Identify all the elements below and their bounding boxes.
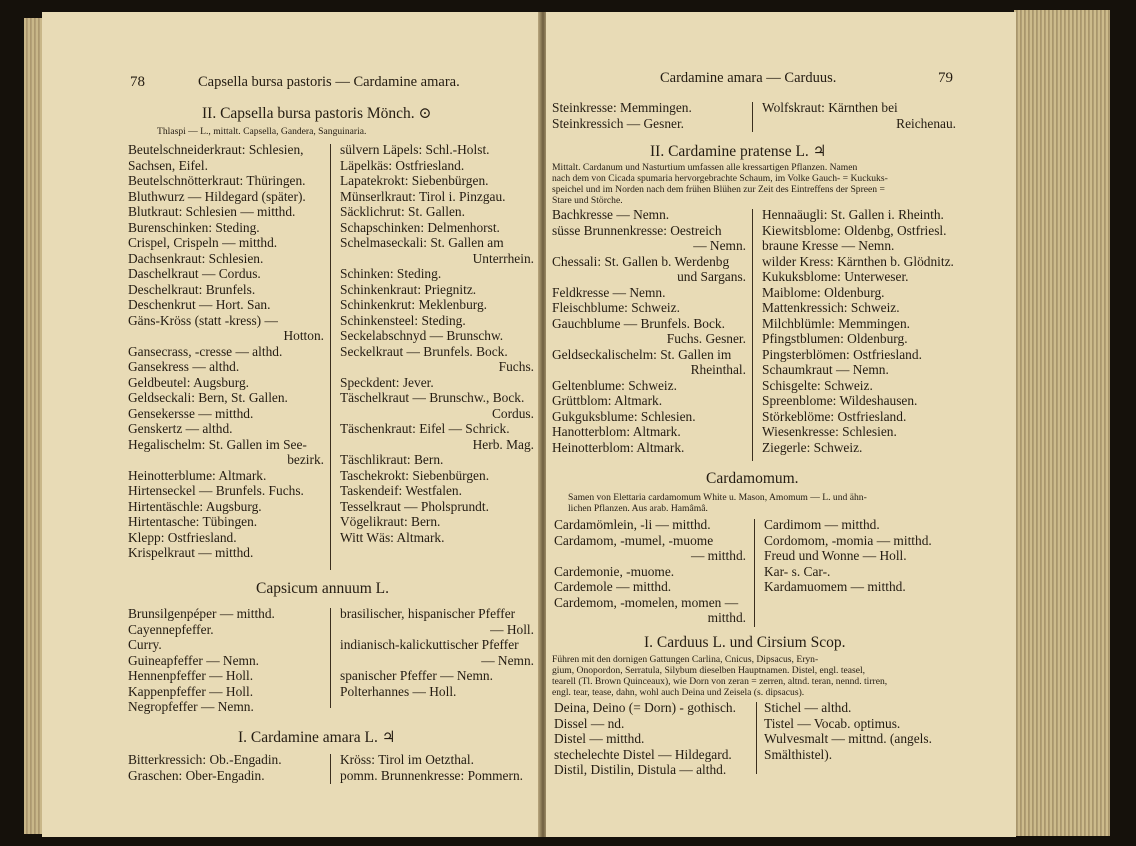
entry-line: Heinotterblom: Altmark. <box>552 439 685 455</box>
column-right <box>764 700 960 762</box>
entry-line: Daschelkraut — Cordus. <box>128 266 261 281</box>
right-page-edges <box>1014 10 1110 836</box>
left-page-edges <box>24 18 44 834</box>
entry-line: Herb. Mag. <box>472 436 534 452</box>
entry-line: Hirtentasche: Tübingen. <box>128 514 258 529</box>
entry-line: Schinken: Steding. <box>340 266 442 281</box>
entry-line: Klepp: Ostfriesland. <box>128 529 237 545</box>
entry-line: Lapatekrokt: Siebenbürgen. <box>340 173 489 188</box>
entry-line: Hirtenseckel — Brunfels. Fuchs. <box>128 483 304 498</box>
entry-line: Maiblome: Oldenburg. <box>762 284 885 300</box>
entry-line: Pingsterblömen: Ostfriesland. <box>762 346 922 362</box>
column-left <box>554 700 754 778</box>
entry-line: Cardimom — mitthd. <box>764 517 880 532</box>
note-line: gium, Onopordon, Serratula, Silybum dieselben Hauptnamen. Distel, engl. teasel, <box>552 665 866 676</box>
column-divider <box>330 754 331 784</box>
column-left <box>128 606 324 715</box>
entry-line: Fuchs. <box>498 359 534 374</box>
entry-line: Münserlkraut: Tirol i. Pinzgau. <box>340 188 506 204</box>
entry-line: Wolfskraut: Kärnthen bei <box>762 100 898 115</box>
entry-line: Hennenpfeffer — Holl. <box>128 668 254 683</box>
column-right <box>762 207 960 455</box>
entry-line: wilder Kress: Kärnthen b. Glödnitz. <box>762 253 954 269</box>
entry-line: Cardamömlein, -li — mitthd. <box>554 517 711 532</box>
entry-line: Heinotterblume: Altmark. <box>128 467 267 483</box>
entry-line: Grüttblom: Altmark. <box>552 393 663 408</box>
entry-line: Beutelschneiderkraut: Schlesien, <box>128 142 304 157</box>
entry-line: süsse Brunnenkresse: Oestreich <box>552 222 722 238</box>
note-line: Mittalt. Cardanum und Nasturtium umfassen alle kressartigen Pflanzen. Namen <box>552 162 858 173</box>
entry-line: indianisch-kalickuttischer Pfeffer <box>340 637 519 652</box>
section-note <box>552 654 960 698</box>
running-head: Cardamine amara — Carduus. <box>660 70 837 86</box>
entry-line: Kar- s. Car-. <box>764 563 831 579</box>
note-line: engl. tear, tease, dahn, wohl auch Deina und Zeisela (s. dipsacus). <box>552 687 805 698</box>
entry-line: Läpelkäs: Ostfriesland. <box>340 157 465 173</box>
entry-line: Schinkenkraut: Priegnitz. <box>340 281 477 297</box>
entry-line: Genskertz — althd. <box>128 421 233 436</box>
note-line: Samen von Elettaria cardamomum White u. Mason, Amomum — L. und ähn- <box>568 492 867 503</box>
running-head: Capsella bursa pastoris — Cardamine amara. <box>198 74 460 90</box>
entry-line: Stichel — althd. <box>764 700 852 715</box>
note-line: lichen Pflanzen. Aus arab. Hamâmâ. <box>568 503 708 514</box>
entry-line: Schapschinken: Delmenhorst. <box>340 219 500 235</box>
entry-line: Kröss: Tirol im Oetzthal. <box>340 752 474 767</box>
column-divider <box>330 144 331 570</box>
entry-line: Säcklichrut: St. Gallen. <box>340 204 465 219</box>
entry-line: spanischer Pfeffer — Nemn. <box>340 668 493 683</box>
entry-line: Bachkresse — Nemn. <box>552 207 670 222</box>
entry-line: Vögelikraut: Bern. <box>340 514 441 529</box>
entry-line: Störkeblöme: Ostfriesland. <box>762 408 907 424</box>
column-right <box>340 752 534 783</box>
entry-line: Distil, Distilin, Distula — althd. <box>554 762 727 777</box>
note-line: tearell (Tl. Brown Quinceaux), wie Dorn von zeran = zerren, altnd. teran, nennd. tirren, <box>552 676 888 687</box>
entry-line: Täschlikraut: Bern. <box>340 452 444 467</box>
entry-line: Hennaäugli: St. Gallen i. Rheinth. <box>762 207 944 222</box>
entry-line: — Nemn. <box>481 652 534 668</box>
entry-line: Schinkenkrut: Meklenburg. <box>340 297 488 312</box>
section-heading: Capsicum annuum L. <box>256 580 390 597</box>
section-note <box>552 162 958 206</box>
entry-line: Bitterkressich: Ob.-Engadin. <box>128 752 282 767</box>
entry-line: Wulvesmalt — mittnd. (angels. <box>764 731 932 746</box>
entry-line: Sachsen, Eifel. <box>128 157 208 173</box>
entry-line: Dachsenkraut: Schlesien. <box>128 250 264 266</box>
entry-line: Graschen: Ober-Engadin. <box>128 767 265 783</box>
column-left <box>128 142 324 561</box>
entry-line: — mitthd. <box>690 548 746 563</box>
entry-line: bezirk. <box>287 452 324 467</box>
entry-line: Fleischblume: Schweiz. <box>552 300 680 315</box>
column-right <box>340 142 534 545</box>
entry-line: Deina, Deino (= Dorn) - gothisch. <box>554 700 736 715</box>
entry-line: Burenschinken: Steding. <box>128 219 260 235</box>
entry-line: Unterrhein. <box>472 250 534 266</box>
section-note <box>568 492 968 514</box>
entry-line: Schisgelte: Schweiz. <box>762 377 873 393</box>
entry-line: Pfingstblumen: Oldenburg. <box>762 331 908 346</box>
entry-line: Gukguksblume: Schlesien. <box>552 408 696 424</box>
entry-line: Kukuksblome: Unterweser. <box>762 269 909 284</box>
entry-line: Kardamuomem — mitthd. <box>764 579 906 594</box>
column-divider <box>754 519 755 627</box>
entry-line: Hirtentäschle: Augsburg. <box>128 498 262 514</box>
entry-line: Spreenblome: Wildeshausen. <box>762 393 918 408</box>
section-heading: Cardamomum. <box>706 470 799 487</box>
entry-line: stechelechte Distel — Hildegard. <box>554 746 732 762</box>
note-line: speichel und im Norden nach dem frühen Blühen zur Zeit des Eintreffens der Spreen = <box>552 184 885 195</box>
entry-line: Cardemole — mitthd. <box>554 579 672 594</box>
entry-line: braune Kresse — Nemn. <box>762 238 895 253</box>
note-line: Führen mit den dornigen Gattungen Carlina, Cnicus, Dipsacus, Eryn- <box>552 654 819 665</box>
entry-line: Schelmaseckali: St. Gallen am <box>340 235 504 250</box>
entry-line: Polterhannes — Holl. <box>340 683 457 699</box>
entry-line: pomm. Brunnenkresse: Pommern. <box>340 767 523 783</box>
section-heading: II. Capsella bursa pastoris Mönch. ⊙ <box>202 105 432 122</box>
entry-line: sülvern Läpels: Schl.-Holst. <box>340 142 490 157</box>
entry-line: Hegalischelm: St. Gallen im See- <box>128 436 307 452</box>
section-heading: I. Cardamine amara L. ♃ <box>238 729 396 746</box>
entry-line: Feldkresse — Nemn. <box>552 284 666 300</box>
entry-line: Gauchblume — Brunfels. Bock. <box>552 315 725 331</box>
column-left <box>552 207 746 455</box>
entry-line: brasilischer, hispanischer Pfeffer <box>340 606 516 621</box>
entry-line: Speckdent: Jever. <box>340 374 434 390</box>
column-divider <box>752 209 753 461</box>
entry-line: Distel — mitthd. <box>554 731 645 746</box>
entry-line: Tistel — Vocab. optimus. <box>764 715 901 731</box>
column-right <box>762 100 956 131</box>
entry-line: Smälthistel). <box>764 746 833 762</box>
entry-line: Milchblümle: Memmingen. <box>762 315 911 331</box>
entry-line: Cardamom, -mumel, -muome <box>554 532 714 548</box>
entry-line: Steinkresse: Memmingen. <box>552 100 692 115</box>
entry-line: Fuchs. Gesner. <box>666 331 746 346</box>
entry-line: Schinkensteel: Steding. <box>340 312 466 328</box>
entry-line: Täschenkraut: Eifel — Schrick. <box>340 421 510 436</box>
entry-line: Seckelabschnyd — Brunschw. <box>340 328 504 343</box>
entry-line: Negropfeffer — Nemn. <box>128 699 254 714</box>
entry-line: Ziegerle: Schweiz. <box>762 439 863 455</box>
entry-line: Gansekress — althd. <box>128 359 240 374</box>
column-right <box>340 606 534 699</box>
entry-line: Geldbeutel: Augsburg. <box>128 374 249 390</box>
section-note: Thlaspi — L., mittalt. Capsella, Gandera, Sanguinaria. <box>157 126 367 137</box>
entry-line: Krispelkraut — mitthd. <box>128 545 254 560</box>
entry-line: Gensekersse — mitthd. <box>128 405 254 421</box>
entry-line: Brunsilgenpéper — mitthd. <box>128 606 275 621</box>
entry-line: Witt Wäs: Altmark. <box>340 529 445 545</box>
entry-line: Gäns-Kröss (statt -kress) — <box>128 312 278 328</box>
entry-line: Kappenpfeffer — Holl. <box>128 683 254 699</box>
entry-line: Taskendeif: Westfalen. <box>340 483 462 498</box>
entry-line: Curry. <box>128 637 162 652</box>
page-number: 78 <box>130 74 145 90</box>
entry-line: Reichenau. <box>896 115 956 131</box>
entry-line: Geltenblume: Schweiz. <box>552 377 677 393</box>
entry-line: und Sargans. <box>677 269 746 284</box>
entry-line: Hotton. <box>283 328 324 343</box>
entry-line: Beutelschnötterkraut: Thüringen. <box>128 173 306 188</box>
entry-line: Cordus. <box>491 405 534 421</box>
entry-line: Hanotterblom: Altmark. <box>552 424 681 439</box>
entry-line: Cardemonie, -muome. <box>554 563 675 579</box>
entry-line: mitthd. <box>707 610 746 625</box>
entry-line: — Nemn. <box>693 238 746 253</box>
entry-line: Cardemom, -momelen, momen — <box>554 594 739 610</box>
column-left <box>554 517 746 626</box>
entry-line: Steinkressich — Gesner. <box>552 115 685 131</box>
entry-line: Chessali: St. Gallen b. Werdenbg <box>552 253 730 269</box>
column-left <box>128 752 324 783</box>
column-divider <box>330 608 331 708</box>
entry-line: Täschelkraut — Brunschw., Bock. <box>340 390 525 405</box>
section-heading: I. Carduus L. und Cirsium Scop. <box>644 634 846 651</box>
column-divider <box>752 102 753 132</box>
entry-line: Schaumkraut — Nemn. <box>762 362 889 377</box>
entry-line: Rheinthal. <box>690 362 746 377</box>
note-line: Stare und Störche. <box>552 195 623 206</box>
entry-line: — Holl. <box>490 621 534 637</box>
page-number: 79 <box>938 70 953 86</box>
section-heading: II. Cardamine pratense L. ♃ <box>650 143 827 160</box>
note-line: nach dem von Cicada spumaria hervorgebrachte Schaum, im Volke Gauch- = Kuckuks- <box>552 173 888 184</box>
entry-line: Freud und Wonne — Holl. <box>764 548 907 563</box>
entry-line: Crispel, Crispeln — mitthd. <box>128 235 278 250</box>
entry-line: Seckelkraut — Brunfels. Bock. <box>340 343 508 359</box>
left-page <box>42 12 544 837</box>
column-divider <box>756 702 757 774</box>
entry-line: Guineapfeffer — Nemn. <box>128 652 260 668</box>
column-left <box>552 100 746 131</box>
entry-line: Tesselkraut — Pholsprundt. <box>340 498 489 514</box>
entry-line: Blutkraut: Schlesien — mitthd. <box>128 204 296 219</box>
entry-line: Wiesenkresse: Schlesien. <box>762 424 897 439</box>
entry-line: Bluthwurz — Hildegard (später). <box>128 188 306 204</box>
entry-line: Taschekrokt: Siebenbürgen. <box>340 467 490 483</box>
column-right <box>764 517 958 595</box>
entry-line: Cayennepfeffer. <box>128 621 214 637</box>
right-page <box>546 12 1016 837</box>
entry-line: Gansecrass, -cresse — althd. <box>128 343 283 359</box>
entry-line: Kiewitsblome: Oldenbg, Ostfriesl. <box>762 222 947 238</box>
entry-line: Deschenkrut — Hort. San. <box>128 297 271 312</box>
entry-line: Cordomom, -momia — mitthd. <box>764 532 932 548</box>
entry-line: Dissel — nd. <box>554 715 625 731</box>
entry-line: Mattenkressich: Schweiz. <box>762 300 900 315</box>
entry-line: Deschelkraut: Brunfels. <box>128 281 256 297</box>
entry-line: Geldseckali: Bern, St. Gallen. <box>128 390 288 405</box>
entry-line: Geldseckalischelm: St. Gallen im <box>552 346 732 362</box>
